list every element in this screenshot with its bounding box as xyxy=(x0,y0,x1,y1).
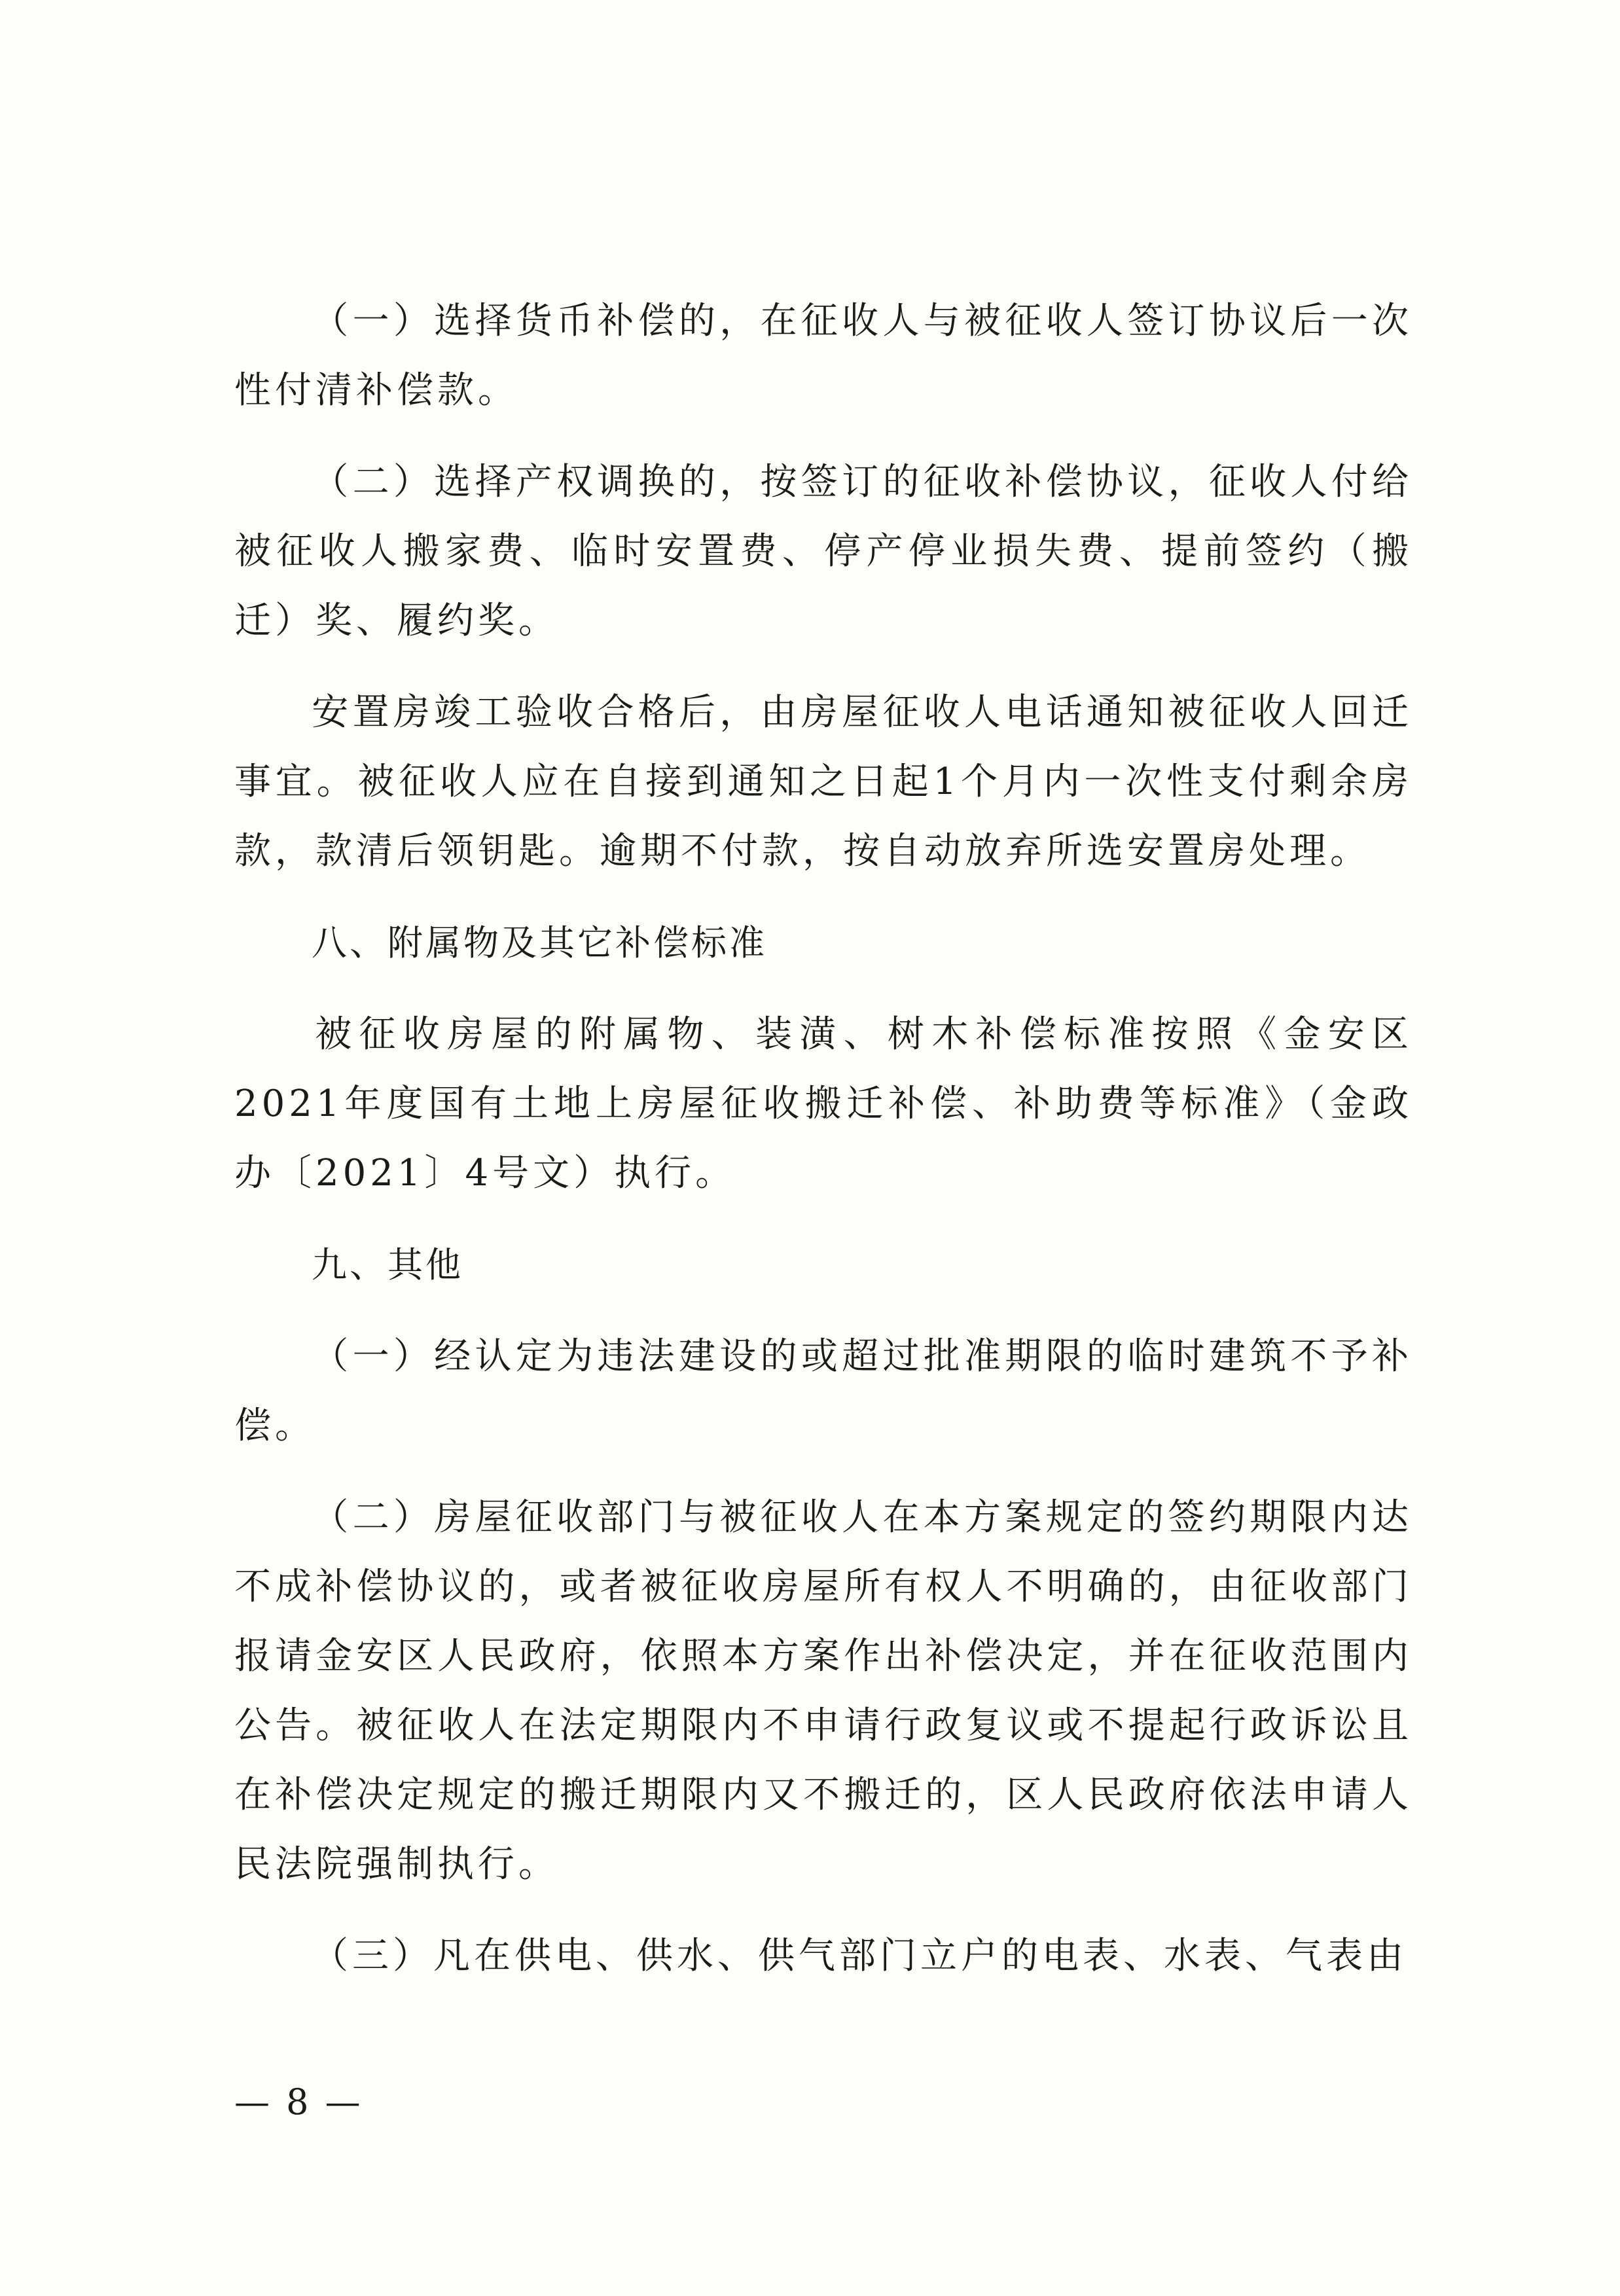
paragraph-resettlement-acceptance: 安置房竣工验收合格后，由房屋征收人电话通知被征收人回迁事宜。被征收人应在自接到通知之日起1个月内一次性支付剩余房款，款清后领钥匙。逾期不付款，按自动放弃所选安置房处理。 xyxy=(234,691,1413,872)
section-heading-other: 九、其他 xyxy=(312,1244,463,1285)
page-number: — 8 — xyxy=(234,2081,363,2123)
paragraph-compensation-decision: （二）房屋征收部门与被征收人在本方案规定的签约期限内达不成补偿协议的，或者被征收房屋所有权人不明确的，由征收部门报请金安区人民政府，依照本方案作出补偿决定，并在征收范围内公告。被征收人在法定期限内不申请行政复议或不提起行政诉讼且在补偿决定规定的搬迁期限内又不搬迁的，区人民政府依法申请人民法院强制执行。 xyxy=(234,1496,1413,1886)
document-body xyxy=(234,287,1413,2013)
paragraph-appendage-standards: 被征收房屋的附属物、装潢、树木补偿标准按照《金安区2021年度国有土地上房屋征收搬迁补偿、补助费等标准》（金政办〔2021〕4号文）执行。 xyxy=(234,1013,1413,1194)
paragraph-utility-meters: （三）凡在供电、供水、供气部门立户的电表、水表、气表由 xyxy=(312,1935,1407,1977)
section-heading-appendages: 八、附属物及其它补偿标准 xyxy=(312,922,767,963)
paragraph-illegal-construction: （一）经认定为违法建设的或超过批准期限的临时建筑不予补偿。 xyxy=(234,1335,1413,1447)
paragraph-property-exchange: （二）选择产权调换的，按签订的征收补偿协议，征收人付给被征收人搬家费、临时安置费、停产停业损失费、提前签约（搬迁）奖、履约奖。 xyxy=(234,461,1413,642)
paragraph-monetary-compensation: （一）选择货币补偿的，在征收人与被征收人签订协议后一次性付清补偿款。 xyxy=(234,300,1413,412)
